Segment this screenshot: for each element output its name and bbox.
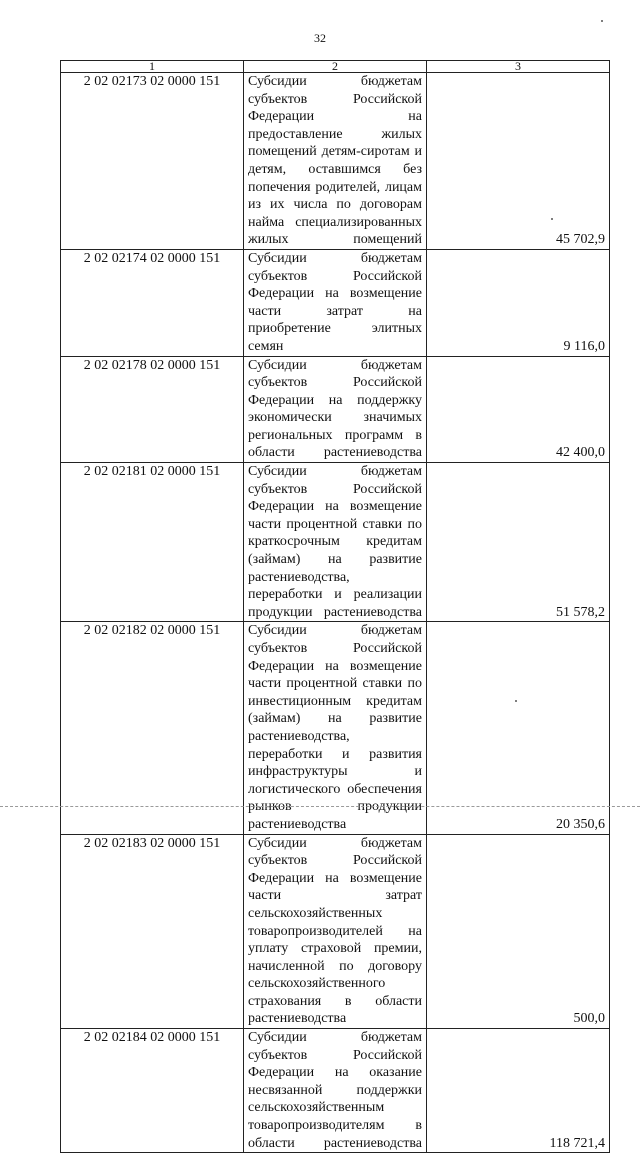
budget-table: [60, 60, 610, 1153]
income-code: 2 02 02181 02 0000 151: [61, 463, 244, 622]
income-name: Субсидии бюджетам субъектов Российской Федерации на предоставление жилых помещений детям-сиротам и детям, оставшимся без попечения родителей, лицам из их числа по договорам найма специализированных жилых помещений: [244, 73, 427, 250]
income-amount: 51 578,2: [427, 463, 610, 622]
page-number: 32: [314, 31, 326, 45]
income-code: 2 02 02173 02 0000 151: [61, 73, 244, 250]
table-row: [61, 249, 610, 356]
income-amount: 45 702,9: [427, 73, 610, 250]
income-code: 2 02 02183 02 0000 151: [61, 834, 244, 1029]
income-code: 2 02 02184 02 0000 151: [61, 1029, 244, 1153]
income-name: Субсидии бюджетам субъектов Российской Федерации на поддержку экономически значимых региональных программ в области растениеводства: [244, 356, 427, 463]
column-number-1: 1: [61, 61, 244, 73]
table-row: [61, 622, 610, 834]
scan-edge-line: [0, 806, 640, 807]
table-row: [61, 356, 610, 463]
table-row: [61, 463, 610, 622]
table-row: [61, 1029, 610, 1153]
column-number-3: 3: [427, 61, 610, 73]
income-code: 2 02 02174 02 0000 151: [61, 249, 244, 356]
column-number-2: 2: [244, 61, 427, 73]
scan-speck: [551, 218, 553, 220]
income-amount: 9 116,0: [427, 249, 610, 356]
income-name: Субсидии бюджетам субъектов Российской Федерации на оказание несвязанной поддержки сельскохозяйственным товаропроизводителям в области растениеводства: [244, 1029, 427, 1153]
table-row: [61, 834, 610, 1029]
income-name: Субсидии бюджетам субъектов Российской Федерации на возмещение части процентной ставки по инвестиционным кредитам (займам) на развитие растениеводства, переработки и развития инфраструктуры и логистического обеспечения рынков продукции растениеводства: [244, 622, 427, 834]
income-name: Субсидии бюджетам субъектов Российской Федерации на возмещение части процентной ставки по краткосрочным кредитам (займам) на развитие растениеводства, переработки и реализации продукции растениеводства: [244, 463, 427, 622]
income-name: Субсидии бюджетам субъектов Российской Федерации на возмещение части затрат на приобретение элитных семян: [244, 249, 427, 356]
scan-speck: [601, 20, 603, 22]
income-amount: 20 350,6: [427, 622, 610, 834]
income-amount: 500,0: [427, 834, 610, 1029]
column-number-row: [61, 61, 610, 73]
income-amount: 42 400,0: [427, 356, 610, 463]
scan-speck: [515, 700, 517, 702]
table-row: [61, 73, 610, 250]
income-code: 2 02 02182 02 0000 151: [61, 622, 244, 834]
income-name: Субсидии бюджетам субъектов Российской Федерации на возмещение части затрат сельскохозяйственных товаропроизводителей на уплату страховой премии, начисленной по договору сельскохозяйственного страхования в области растениеводства: [244, 834, 427, 1029]
income-amount: 118 721,4: [427, 1029, 610, 1153]
income-code: 2 02 02178 02 0000 151: [61, 356, 244, 463]
